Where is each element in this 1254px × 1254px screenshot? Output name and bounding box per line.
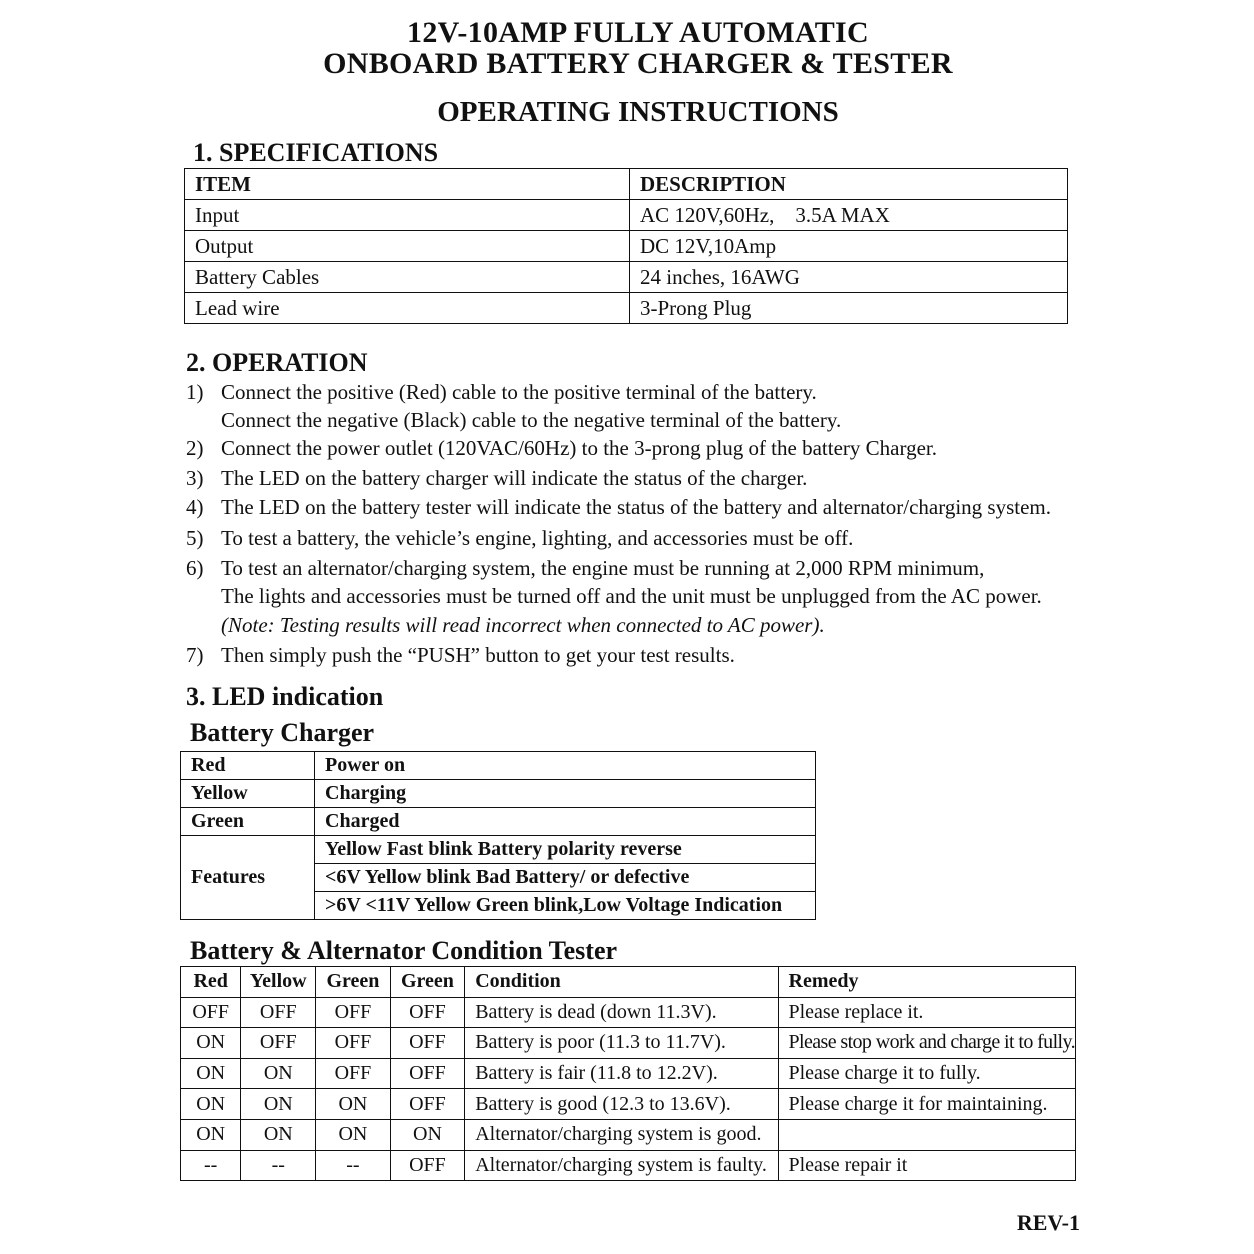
step-number: 7) [186, 643, 204, 667]
column-header: Red [181, 967, 241, 998]
spec-item: Input [185, 200, 630, 231]
table-row [185, 293, 1068, 324]
led-color: Yellow [181, 780, 315, 808]
step-number: 5) [186, 526, 204, 550]
condition: Battery is poor (11.3 to 11.7V). [465, 1028, 778, 1059]
step-text: The LED on the battery charger will indicate the status of the charger. [221, 466, 808, 490]
step-number: 1) [186, 380, 204, 404]
table-row [181, 1058, 1076, 1089]
led-state: OFF [316, 1028, 391, 1059]
remedy: Please repair it [778, 1150, 1076, 1181]
step-text: The lights and accessories must be turned off and the unit must be unplugged from the AC power. [221, 584, 1042, 608]
tester-heading: Battery & Alternator Condition Tester [190, 936, 618, 965]
charger-led-table [180, 751, 816, 920]
led-state: ON [181, 1119, 241, 1150]
led-status: Power on [315, 752, 816, 780]
led-state: OFF [390, 1028, 465, 1059]
table-row [185, 262, 1068, 293]
step-number: 6) [186, 556, 204, 580]
led-state: ON [181, 1089, 241, 1120]
led-state: OFF [181, 997, 241, 1028]
led-state: ON [316, 1119, 391, 1150]
condition: Battery is fair (11.8 to 12.2V). [465, 1058, 778, 1089]
step-text: The LED on the battery tester will indicate the status of the battery and alternator/charging system. [221, 495, 1052, 519]
condition: Alternator/charging system is good. [465, 1119, 778, 1150]
led-state: -- [181, 1150, 241, 1181]
feature-item: <6V Yellow blink Bad Battery/ or defective [315, 864, 816, 892]
spec-item: Battery Cables [185, 262, 630, 293]
doc-title-line1: 12V-10AMP FULLY AUTOMATIC [407, 16, 869, 49]
table-row [185, 200, 1068, 231]
table-row [181, 1119, 1076, 1150]
led-state: OFF [316, 997, 391, 1028]
remedy: Please stop work and charge it to fully. [778, 1028, 1076, 1059]
doc-title-line2: ONBOARD BATTERY CHARGER & TESTER [323, 47, 953, 80]
specifications-heading: 1. SPECIFICATIONS [193, 138, 439, 167]
step-number: 4) [186, 495, 204, 519]
condition: Battery is good (12.3 to 13.6V). [465, 1089, 778, 1120]
led-color: Red [181, 752, 315, 780]
step-text: Connect the power outlet (120VAC/60Hz) to the 3-prong plug of the battery Charger. [221, 436, 937, 460]
column-header: DESCRIPTION [630, 169, 1068, 200]
led-state: OFF [390, 997, 465, 1028]
spec-description: 3-Prong Plug [630, 293, 1068, 324]
table-row [185, 231, 1068, 262]
led-state: ON [316, 1089, 391, 1120]
column-header: Green [390, 967, 465, 998]
condition: Alternator/charging system is faulty. [465, 1150, 778, 1181]
led-color: Green [181, 808, 315, 836]
condition: Battery is dead (down 11.3V). [465, 997, 778, 1028]
revision-label: REV-1 [1016, 1210, 1080, 1235]
spec-item: Output [185, 231, 630, 262]
led-state: ON [390, 1119, 465, 1150]
step-text: Connect the negative (Black) cable to the negative terminal of the battery. [221, 408, 842, 432]
step-note: (Note: Testing results will read incorrect when connected to AC power). [221, 613, 825, 637]
feature-item: >6V <11V Yellow Green blink,Low Voltage Indication [315, 892, 816, 920]
table-row [181, 836, 816, 864]
table-row [181, 1150, 1076, 1181]
step-text: To test a battery, the vehicle’s engine, lighting, and accessories must be off. [221, 526, 854, 550]
features-label: Features [181, 836, 315, 920]
remedy: Please charge it to fully. [778, 1058, 1076, 1089]
tester-led-table [180, 966, 1076, 1181]
column-header: Remedy [778, 967, 1076, 998]
led-state: ON [241, 1089, 316, 1120]
column-header: Yellow [241, 967, 316, 998]
step-number: 2) [186, 436, 204, 460]
led-status: Charged [315, 808, 816, 836]
led-state: ON [241, 1058, 316, 1089]
led-state: ON [241, 1119, 316, 1150]
table-row [181, 1089, 1076, 1120]
step-number: 3) [186, 466, 204, 490]
table-row [181, 752, 816, 780]
remedy: Please replace it. [778, 997, 1076, 1028]
led-state: OFF [390, 1150, 465, 1181]
table-row [181, 780, 816, 808]
step-text: Then simply push the “PUSH” button to get your test results. [221, 643, 735, 667]
remedy [778, 1119, 1076, 1150]
spec-item: Lead wire [185, 293, 630, 324]
led-state: ON [181, 1028, 241, 1059]
charger-heading: Battery Charger [190, 718, 375, 747]
led-state: OFF [241, 1028, 316, 1059]
led-state: OFF [241, 997, 316, 1028]
operation-heading: 2. OPERATION [186, 348, 368, 377]
doc-subtitle: OPERATING INSTRUCTIONS [437, 96, 839, 128]
feature-item: Yellow Fast blink Battery polarity reverse [315, 836, 816, 864]
spec-description: AC 120V,60Hz, 3.5A MAX [630, 200, 1068, 231]
led-state: OFF [316, 1058, 391, 1089]
remedy: Please charge it for maintaining. [778, 1089, 1076, 1120]
table-header-row [181, 967, 1076, 998]
spec-description: 24 inches, 16AWG [630, 262, 1068, 293]
column-header: ITEM [185, 169, 630, 200]
led-state: OFF [390, 1089, 465, 1120]
specifications-table [184, 168, 1068, 324]
table-row [181, 997, 1076, 1028]
led-state: -- [316, 1150, 391, 1181]
step-text: Connect the positive (Red) cable to the positive terminal of the battery. [221, 380, 817, 404]
column-header: Condition [465, 967, 778, 998]
led-status: Charging [315, 780, 816, 808]
column-header: Green [316, 967, 391, 998]
led-state: OFF [390, 1058, 465, 1089]
spec-description: DC 12V,10Amp [630, 231, 1068, 262]
step-text: To test an alternator/charging system, the engine must be running at 2,000 RPM minimum, [221, 556, 985, 580]
table-row [181, 808, 816, 836]
led-heading: 3. LED indication [186, 682, 384, 711]
led-state: -- [241, 1150, 316, 1181]
table-header-row [185, 169, 1068, 200]
led-state: ON [181, 1058, 241, 1089]
table-row [181, 1028, 1076, 1059]
